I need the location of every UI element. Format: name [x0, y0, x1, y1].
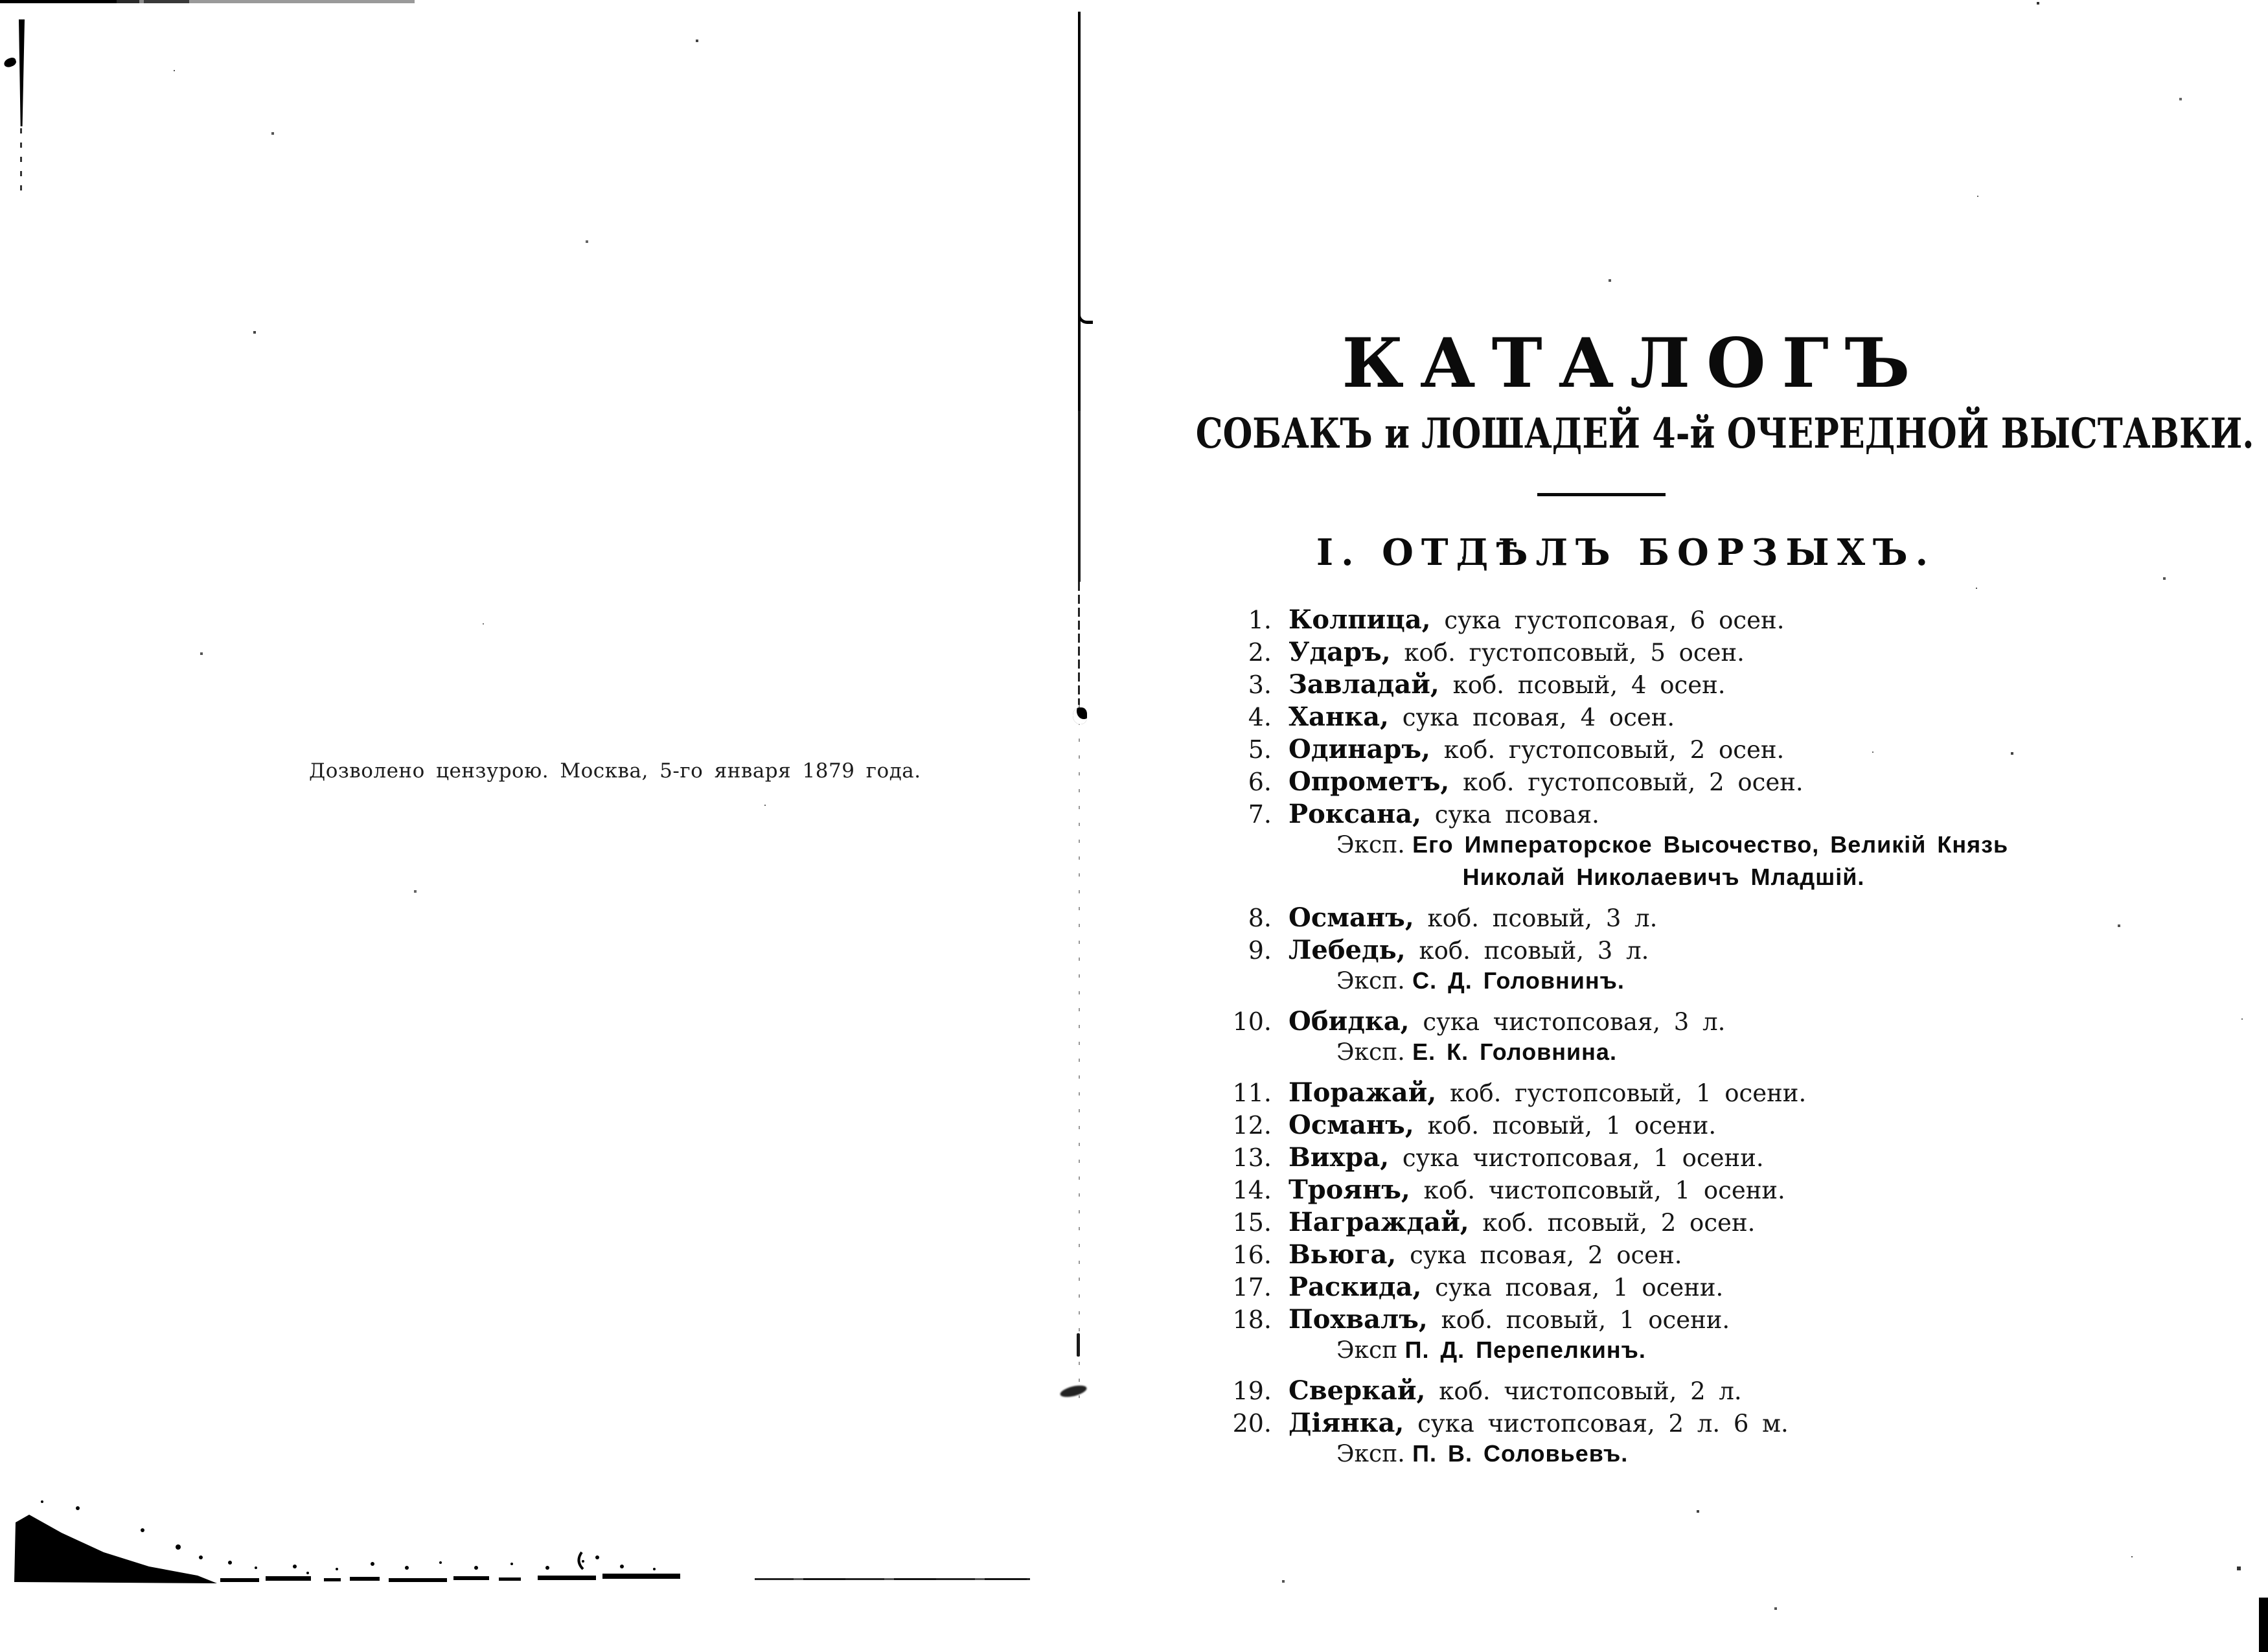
scan-artifact-top-edge-line — [0, 0, 428, 3]
dog-description: коб. густопсовый, 5 осен. — [1390, 639, 1745, 667]
section-heading: I. ОТДѢЛЪ БОРЗЫХЪ. — [1316, 531, 1936, 574]
catalog-item-14 — [1221, 1175, 2141, 1207]
item-entry — [1289, 637, 1745, 667]
item-entry — [1289, 1239, 1682, 1270]
dog-name: Діянка, — [1289, 1408, 1404, 1438]
item-entry — [1289, 766, 1804, 797]
item-entry — [1289, 1077, 1807, 1108]
item-number: 2. — [1248, 638, 1272, 667]
dog-name: Сверкай, — [1289, 1375, 1426, 1406]
exhibitor-prefix: Эксп — [1336, 1337, 1405, 1364]
exhibitor-entry — [1221, 967, 1625, 994]
exhibitor-line-item-10 — [1221, 1038, 2141, 1071]
item-entry — [1289, 669, 1726, 700]
scan-artifact-right-edge-bar — [2259, 1598, 2268, 1652]
dog-description: коб. псовый, 2 осен. — [1469, 1209, 1756, 1237]
dog-name: Поражай, — [1289, 1077, 1437, 1108]
catalog-item-6 — [1221, 766, 2141, 799]
catalog-item-3 — [1221, 669, 2141, 702]
exhibitor-name: С. Д. Головнинъ. — [1412, 967, 1625, 994]
dog-description: сука густопсовая, 6 осен. — [1430, 606, 1785, 634]
dog-description: коб. псовый, 1 осени. — [1414, 1112, 1717, 1140]
item-number: 14. — [1232, 1176, 1272, 1204]
scan-artifact-corner-wedge-tail — [20, 128, 22, 193]
item-number: 15. — [1232, 1208, 1272, 1237]
dog-name: Завладай, — [1289, 669, 1439, 700]
catalog-item-15 — [1221, 1207, 2141, 1239]
scan-artifact-gutter-end-smudge — [1059, 1383, 1088, 1399]
dog-name: Роксана, — [1289, 799, 1422, 829]
item-number: 12. — [1232, 1111, 1272, 1140]
item-number: 3. — [1248, 671, 1272, 699]
dog-name: Троянъ, — [1289, 1175, 1410, 1205]
item-entry — [1289, 734, 1785, 764]
scan-artifact-ink-comma — [3, 56, 17, 68]
scan-artifact-corner-wedge — [19, 19, 25, 126]
dog-description: сука чистопсовая, 2 л. 6 м. — [1404, 1410, 1789, 1438]
item-entry — [1289, 1375, 1742, 1406]
item-number: 18. — [1232, 1305, 1272, 1334]
item-entry — [1289, 604, 1785, 635]
dog-description: сука псовая, 1 осени. — [1421, 1274, 1724, 1302]
exhibitor-line-item-18 — [1221, 1337, 2141, 1369]
catalog-item-5 — [1221, 734, 2141, 766]
item-entry — [1289, 702, 1675, 732]
catalog-item-19 — [1221, 1375, 2141, 1408]
catalog-item-2 — [1221, 637, 2141, 669]
dog-description: сука псовая, 4 осен. — [1388, 704, 1675, 731]
dog-name: Награждай, — [1289, 1207, 1469, 1237]
item-number: 1. — [1248, 606, 1272, 634]
exhibitor-prefix: Эксп. — [1336, 1039, 1413, 1066]
dog-description: сука псовая. — [1421, 801, 1599, 829]
exhibitor-entry — [1221, 1337, 1646, 1364]
dog-name: Колпица, — [1289, 604, 1431, 635]
page-gutter-fold-line-dotted — [1079, 705, 1080, 1398]
exhibitor-entry — [1221, 831, 2008, 858]
dog-name: Обидка, — [1289, 1006, 1410, 1037]
item-number: 4. — [1248, 703, 1272, 731]
item-entry — [1289, 799, 1599, 829]
title-divider-rule — [1537, 493, 1666, 496]
item-number: 19. — [1232, 1377, 1272, 1405]
item-number: 13. — [1232, 1143, 1272, 1172]
censorship-line: Дозволено цензурою. Москва, 5-го января 1879 года. — [309, 759, 921, 783]
item-entry — [1289, 935, 1649, 965]
dog-name: Вьюга, — [1289, 1239, 1397, 1270]
scan-artifact-bottom-line — [755, 1578, 1030, 1580]
item-number: 7. — [1248, 800, 1272, 829]
scan-artifact-corner-smudge — [0, 1490, 777, 1652]
exhibitor-name: Николай Николаевичъ Младшій. — [1462, 864, 1865, 890]
exhibitor-line-item-7 — [1221, 831, 2141, 864]
dog-description: сука псовая, 2 осен. — [1396, 1241, 1682, 1269]
item-entry — [1289, 1304, 1730, 1335]
catalog-item-10 — [1221, 1006, 2141, 1038]
exhibitor-name: Е. К. Головнина. — [1412, 1038, 1617, 1065]
catalog-subtitle: СОБАКЪ и ЛОШАДЕЙ 4-й ОЧЕРЕДНОЙ ВЫСТАВКИ. — [1195, 409, 2254, 458]
item-entry — [1289, 1408, 1789, 1438]
item-number: 10. — [1232, 1007, 1272, 1036]
dog-description: коб. густопсовый, 2 осен. — [1430, 736, 1785, 764]
item-entry — [1289, 1142, 1764, 1173]
exhibitor-prefix: Эксп. — [1336, 968, 1413, 994]
catalog-item-12 — [1221, 1110, 2141, 1142]
item-number: 8. — [1248, 904, 1272, 932]
catalog-item-13 — [1221, 1142, 2141, 1175]
exhibitor-name: П. В. Соловьевъ. — [1412, 1440, 1629, 1467]
dog-name: Ханка, — [1289, 702, 1389, 732]
dog-description: коб. чистопсовый, 2 л. — [1425, 1377, 1742, 1405]
exhibitor-line-item-9 — [1221, 967, 2141, 1000]
dog-description: коб. псовый, 1 осени. — [1427, 1306, 1730, 1334]
exhibitor-line2-item-7 — [1221, 864, 1991, 896]
catalog-item-11 — [1221, 1077, 2141, 1110]
item-entry — [1289, 1006, 1726, 1037]
item-number: 9. — [1248, 936, 1272, 965]
dog-name: Одинаръ, — [1289, 734, 1430, 764]
dog-description: коб. густопсовый, 2 осен. — [1449, 768, 1804, 796]
catalog-item-17 — [1221, 1272, 2141, 1304]
item-entry — [1289, 1272, 1724, 1302]
scan-noise-specks — [0, 0, 1, 1]
page-gutter-fold-line-faded — [1078, 582, 1080, 705]
dog-description: коб. псовый, 3 л. — [1405, 937, 1649, 965]
exhibitor-line-item-20 — [1221, 1440, 2141, 1473]
item-number: 17. — [1232, 1273, 1272, 1302]
catalog-item-18 — [1221, 1304, 2141, 1337]
item-number: 20. — [1232, 1409, 1272, 1438]
dog-description: сука чистопсовая, 3 л. — [1409, 1008, 1726, 1036]
item-entry — [1289, 1175, 1785, 1205]
catalog-item-9 — [1221, 935, 2141, 967]
item-entry — [1289, 1110, 1717, 1140]
catalog-item-16 — [1221, 1239, 2141, 1272]
catalog-title: КАТАЛОГЪ — [1342, 323, 1927, 403]
dog-description: коб. чистопсовый, 1 осени. — [1410, 1176, 1785, 1204]
item-number: 11. — [1232, 1079, 1272, 1107]
exhibitor-entry — [1221, 1038, 1617, 1066]
dog-name: Раскида, — [1289, 1272, 1422, 1302]
item-entry — [1289, 1207, 1756, 1237]
dog-name: Вихра, — [1289, 1142, 1390, 1173]
dog-name: Похвалъ, — [1289, 1304, 1428, 1335]
catalog-list — [1221, 604, 2141, 1479]
dog-name: Опрометъ, — [1289, 766, 1450, 797]
dog-name: Лебедь, — [1289, 935, 1406, 965]
catalog-item-7 — [1221, 799, 2141, 831]
exhibitor-prefix: Эксп. — [1336, 832, 1413, 858]
page-gutter-fold-line — [1078, 12, 1081, 582]
exhibitor-name: П. Д. Перепелкинъ. — [1404, 1337, 1646, 1363]
exhibitor-entry — [1221, 1440, 1628, 1467]
dog-name: Османъ, — [1289, 1110, 1414, 1140]
catalog-item-1 — [1221, 604, 2141, 637]
item-number: 16. — [1232, 1241, 1272, 1269]
dog-name: Ударъ, — [1289, 637, 1391, 667]
dog-description: коб. густопсовый, 1 осени. — [1436, 1079, 1807, 1107]
item-number: 5. — [1248, 735, 1272, 764]
scan-artifact-gutter-smudge — [1077, 1333, 1080, 1357]
scan-artifact-ink-blob — [1073, 707, 1087, 724]
item-number: 6. — [1248, 768, 1272, 796]
catalog-item-20 — [1221, 1408, 2141, 1440]
dog-name: Османъ, — [1289, 902, 1414, 933]
dog-description: коб. псовый, 3 л. — [1414, 904, 1658, 932]
item-entry — [1289, 902, 1658, 933]
dog-description: сука чистопсовая, 1 осени. — [1389, 1144, 1764, 1172]
exhibitor-name: Его Императорское Высочество, Великій Князь — [1412, 831, 2009, 858]
dog-description: коб. псовый, 4 осен. — [1439, 671, 1726, 699]
exhibitor-prefix: Эксп. — [1336, 1441, 1413, 1467]
catalog-item-8 — [1221, 902, 2141, 935]
catalog-item-4 — [1221, 702, 2141, 734]
